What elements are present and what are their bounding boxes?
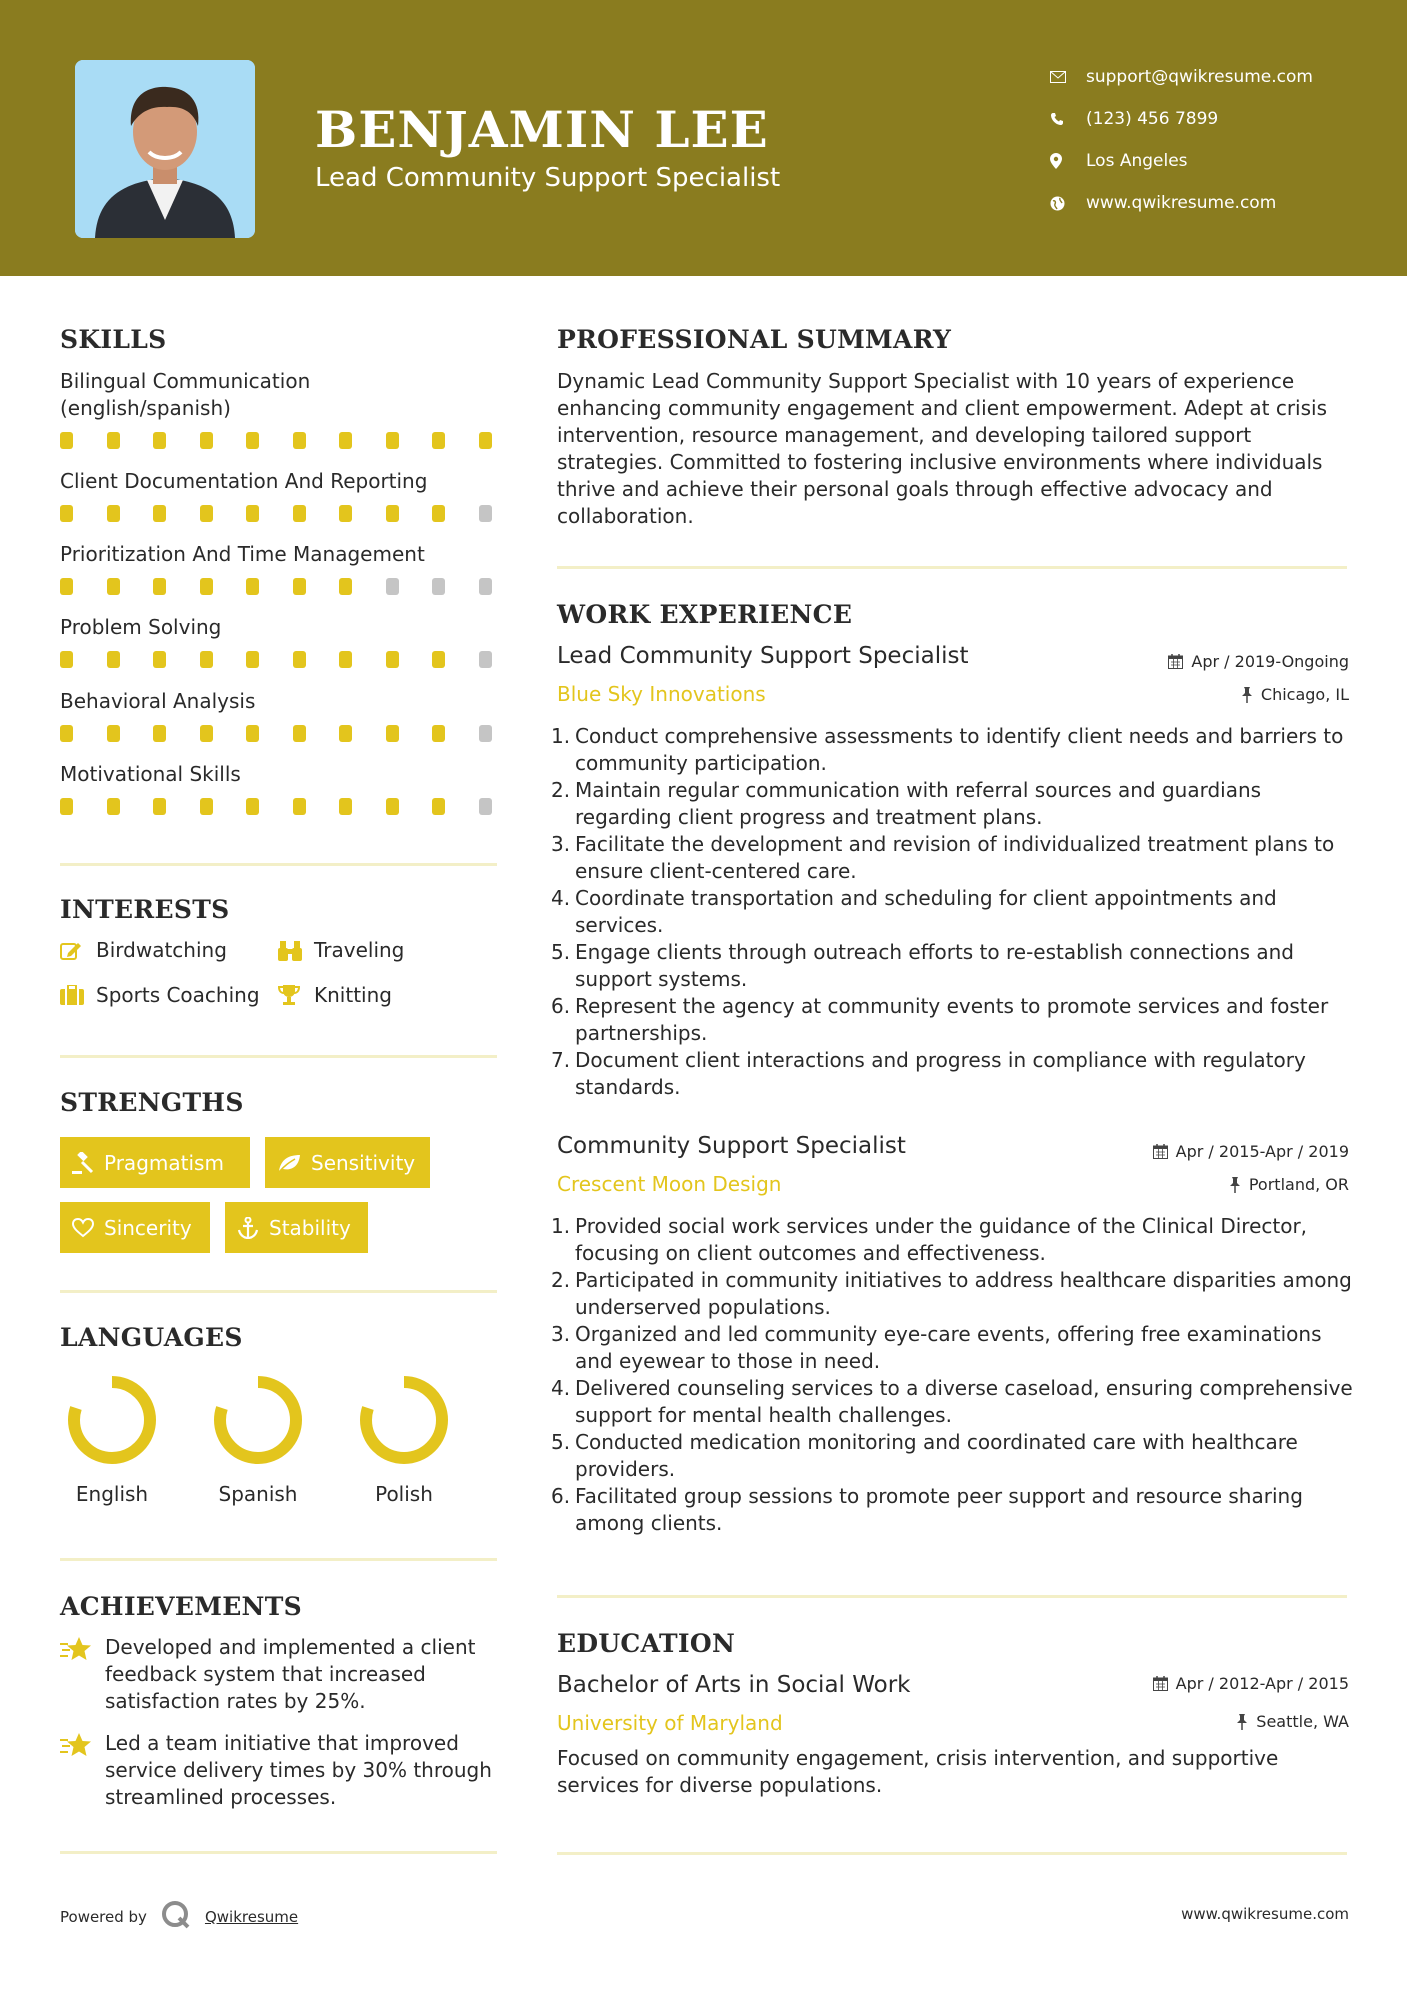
strength-badge [60,1202,210,1253]
interest-item [278,938,404,962]
job-bullet: 4. Delivered counseling services to a diverse caseload, ensuring comprehensive support for mental health challenges. [551,1376,1353,1427]
skill-rating-dot [386,505,399,522]
section-divider [60,1851,497,1854]
skill-rating-dot [479,798,492,815]
job-location [1229,1175,1349,1194]
job-bullet: 6. Facilitated group sessions to promote peer support and resource sharing among clients. [551,1484,1303,1535]
skill-rating-dot [293,505,306,522]
candidate-title: Lead Community Support Specialist [315,163,781,193]
education-dates [1153,1674,1349,1693]
skill-rating-dot [200,432,213,449]
interest-item [60,983,260,1007]
section-divider [60,863,497,866]
interests-heading: INTERESTS [60,895,230,924]
skill-rating-dot [60,505,73,522]
powered-by-label: Powered by [60,1908,147,1926]
job-bullet: 7. Document client interactions and progress in compliance with regulatory standards. [551,1048,1306,1099]
strengths-heading: STRENGTHS [60,1088,244,1117]
qwikresume-logo-icon [161,1900,191,1934]
achievement-item [60,1634,500,1715]
skill-item [60,614,500,668]
skill-rating-dot [107,505,120,522]
section-divider [60,1558,497,1561]
job-bullet-list [551,1213,1355,1537]
leaf-icon [277,1153,301,1173]
language-proficiency-arc [74,1382,150,1458]
skill-name: Client Documentation And Reporting [60,469,428,493]
skill-rating-dot [60,798,73,815]
job-title: Community Support Specialist [557,1133,906,1159]
skill-rating-dot [479,505,492,522]
contact-location [1050,140,1313,182]
job-location [1241,685,1349,704]
skill-rating-dot [293,725,306,742]
skill-rating-dot [386,798,399,815]
skill-item [60,368,500,449]
skill-rating-dot [60,578,73,595]
skill-rating-dot [339,798,352,815]
education-heading: EDUCATION [557,1629,736,1658]
degree-title: Bachelor of Arts in Social Work [557,1672,911,1698]
skill-rating-dot [60,432,73,449]
strength-label: Sensitivity [311,1150,416,1175]
skill-item [60,761,500,815]
skill-rating-dot [432,725,445,742]
skill-rating-dot [386,651,399,668]
skill-rating-dot [200,578,213,595]
contact-website[interactable] [1050,182,1313,224]
section-divider [60,1290,497,1293]
contact-email-text: support@qwikresume.com [1086,67,1313,87]
language-item [52,1372,172,1506]
candidate-name: BENJAMIN LEE [315,100,769,159]
job-bullet: 2. Maintain regular communication with referral sources and guardians regarding client progress and treatment plans. [551,778,1262,829]
skill-rating-dot [200,725,213,742]
job-bullet: 5. Engage clients through outreach efforts to re-establish connections and support systems. [551,940,1294,991]
section-divider [557,566,1347,569]
skill-rating-dot [246,432,259,449]
job-title: Lead Community Support Specialist [557,643,969,669]
skill-name: Behavioral Analysis [60,689,256,713]
skill-rating-dot [107,725,120,742]
skill-item [60,541,500,595]
resume-header [0,0,1407,276]
skill-rating-dot [153,798,166,815]
skill-rating-dot [246,505,259,522]
skill-rating-dot [339,432,352,449]
achievement-text: Developed and implemented a client feedback system that increased satisfaction rates by 25%. [105,1635,476,1713]
skill-rating-dot [432,798,445,815]
job-dates [1153,1142,1349,1161]
language-proficiency-ring [64,1372,160,1468]
skill-rating [60,578,500,595]
job-bullet: 6. Represent the agency at community events to promote services and foster partnerships. [551,994,1329,1045]
calendar-icon [1168,654,1183,669]
star-icon [60,1730,105,1811]
skill-rating-dot [107,651,120,668]
job-bullet: 4. Coordinate transportation and scheduling for client appointments and services. [551,886,1277,937]
job-location-text: Portland, OR [1248,1175,1349,1194]
section-divider [557,1595,1347,1598]
language-proficiency-arc [366,1382,442,1458]
skill-name: Problem Solving [60,615,222,639]
skill-rating-dot [107,798,120,815]
binoculars-icon [278,939,314,961]
interest-label: Traveling [314,938,405,962]
skill-rating-dot [293,432,306,449]
footer-powered-by [60,1900,298,1934]
skills-heading: SKILLS [60,325,167,354]
skill-item [60,468,500,522]
contact-location-text: Los Angeles [1086,151,1188,171]
languages-heading: LANGUAGES [60,1323,243,1352]
achievement-item [60,1730,500,1811]
calendar-icon [1153,1676,1168,1691]
briefcase-icon [60,985,96,1005]
skill-rating-dot [200,798,213,815]
education-location-text: Seattle, WA [1256,1712,1349,1731]
section-divider [60,1055,497,1058]
language-item [344,1372,464,1506]
strength-badge [60,1137,250,1188]
achievements-heading: ACHIEVEMENTS [60,1592,302,1621]
education-description: Focused on community engagement, crisis intervention, and supportive services for diverse populations. [557,1746,1279,1797]
skill-rating-dot [293,798,306,815]
interest-item [278,983,392,1007]
skill-rating-dot [293,651,306,668]
pushpin-icon [1236,1714,1248,1730]
star-icon [60,1634,105,1715]
gavel-icon [72,1152,94,1174]
contact-list [1050,56,1313,224]
skill-rating-dot [432,505,445,522]
section-divider [557,1852,1347,1855]
skill-rating-dot [246,651,259,668]
skill-rating-dot [432,578,445,595]
language-name: Spanish [218,1482,298,1506]
achievement-text: Led a team initiative that improved service delivery times by 30% through streamlined processes. [105,1731,492,1809]
edit-icon [60,940,96,960]
strength-badge [265,1137,430,1188]
skill-name: Prioritization And Time Management [60,542,425,566]
job-dates-text: Apr / 2019-Ongoing [1191,652,1349,671]
job-bullet: 2. Participated in community initiatives to address healthcare disparities among underserved populations. [551,1268,1352,1319]
summary-text: Dynamic Lead Community Support Specialist with 10 years of experience enhancing community engagement and client empowerment. Adept at crisis intervention, resource management, and developing tailored support strategies. Committed to fostering inclusive environments where individuals thrive and achieve their personal goals through effective advocacy and collaboration. [557,369,1327,528]
strength-label: Sincerity [104,1215,192,1240]
skill-rating [60,725,500,742]
language-name: English [75,1482,149,1506]
job-bullet: 3. Organized and led community eye-care events, offering free examinations and eyewear to those in need. [551,1322,1322,1373]
phone-icon [1050,112,1086,126]
qwikresume-link[interactable]: Qwikresume [204,1908,299,1926]
language-proficiency-ring [356,1372,452,1468]
interest-label: Sports Coaching [96,983,260,1007]
contact-phone[interactable] [1050,98,1313,140]
profile-photo [75,60,255,238]
interest-item [60,938,227,962]
skill-rating [60,432,500,449]
language-proficiency-ring [210,1372,306,1468]
skill-rating-dot [293,578,306,595]
skill-rating-dot [386,432,399,449]
strength-label: Pragmatism [104,1150,224,1175]
skill-rating-dot [479,578,492,595]
skill-rating-dot [246,798,259,815]
job-dates-text: Apr / 2015-Apr / 2019 [1175,1142,1349,1161]
job-bullet: 3. Facilitate the development and revision of individualized treatment plans to ensure client-centered care. [551,832,1335,883]
interest-label: Knitting [314,983,392,1007]
school-name: University of Maryland [557,1711,783,1735]
envelope-icon [1050,71,1086,83]
skill-rating-dot [153,651,166,668]
skill-rating-dot [432,432,445,449]
skill-rating [60,651,500,668]
education-dates-text: Apr / 2012-Apr / 2015 [1175,1674,1349,1693]
skill-rating-dot [479,651,492,668]
education-location [1236,1712,1349,1731]
skill-rating-dot [479,725,492,742]
skill-rating-dot [339,725,352,742]
skill-rating-dot [200,505,213,522]
skill-rating-dot [339,651,352,668]
skill-rating-dot [246,578,259,595]
skill-rating [60,798,500,815]
skill-rating-dot [153,725,166,742]
job-bullet: 1. Provided social work services under the guidance of the Clinical Director, focusing on client outcomes and effectiveness. [551,1214,1308,1265]
footer-website[interactable]: www.qwikresume.com [1181,1905,1349,1923]
skill-rating-dot [246,725,259,742]
globe-icon [1050,196,1086,211]
skill-rating-dot [386,725,399,742]
skill-rating-dot [339,578,352,595]
skill-rating-dot [60,725,73,742]
job-bullet-list [551,723,1355,1101]
company-name: Crescent Moon Design [557,1172,782,1196]
language-item [198,1372,318,1506]
skill-rating-dot [339,505,352,522]
pushpin-icon [1229,1177,1241,1193]
contact-phone-text: (123) 456 7899 [1086,109,1219,129]
job-location-text: Chicago, IL [1260,685,1349,704]
skill-name: Bilingual Communication (english/spanish) [60,369,311,420]
skill-rating-dot [153,432,166,449]
skill-item [60,688,500,742]
person-avatar-icon [75,60,255,238]
contact-website-text: www.qwikresume.com [1086,193,1277,213]
map-pin-icon [1050,153,1086,169]
skill-rating-dot [200,651,213,668]
interest-label: Birdwatching [96,938,227,962]
job-bullet: 1. Conduct comprehensive assessments to identify client needs and barriers to community participation. [551,724,1344,775]
skill-rating-dot [107,578,120,595]
heart-icon [72,1218,94,1238]
skill-name: Motivational Skills [60,762,241,786]
language-name: Polish [375,1482,433,1506]
job-dates [1168,652,1349,671]
skill-rating-dot [60,651,73,668]
skill-rating [60,505,500,522]
company-name: Blue Sky Innovations [557,682,766,706]
skill-rating-dot [432,651,445,668]
skill-rating-dot [153,578,166,595]
skill-rating-dot [479,432,492,449]
trophy-icon [278,984,314,1006]
calendar-icon [1153,1144,1168,1159]
skill-rating-dot [386,578,399,595]
job-bullet: 5. Conducted medication monitoring and coordinated care with healthcare providers. [551,1430,1298,1481]
anchor-icon [237,1217,259,1239]
strength-badge [225,1202,368,1253]
language-proficiency-arc [220,1382,296,1458]
experience-heading: WORK EXPERIENCE [557,600,853,629]
skill-rating-dot [107,432,120,449]
summary-heading: PROFESSIONAL SUMMARY [557,325,952,354]
contact-email[interactable] [1050,56,1313,98]
skill-rating-dot [153,505,166,522]
pushpin-icon [1241,687,1253,703]
strength-label: Stability [269,1215,351,1240]
